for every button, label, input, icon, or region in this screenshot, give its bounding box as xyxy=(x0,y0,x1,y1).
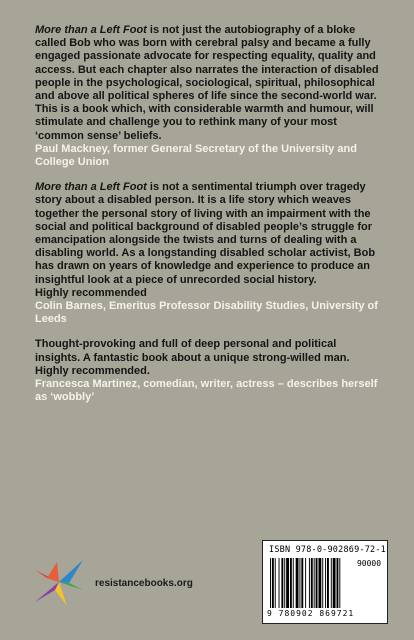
back-cover-text xyxy=(35,24,381,416)
barcode-stripe xyxy=(339,558,340,608)
barcode-bars xyxy=(269,558,381,608)
review-2 xyxy=(35,181,381,326)
review-2-attribution: Colin Barnes, Emeritus Professor Disability Studies, University of Leeds xyxy=(35,300,378,326)
star-logo-icon xyxy=(33,556,85,608)
barcode-stripe xyxy=(305,558,306,608)
barcode-stripe xyxy=(322,558,323,608)
barcode-stripe xyxy=(275,558,276,608)
review-1 xyxy=(35,24,381,169)
barcode-stripe xyxy=(325,558,326,608)
barcode-stripe xyxy=(316,558,318,608)
review-3 xyxy=(35,338,381,404)
barcode-stripe xyxy=(333,558,336,608)
barcode-stripe xyxy=(299,558,300,608)
barcode-stripe xyxy=(290,558,292,608)
barcode-stripe xyxy=(279,558,280,608)
barcode-stripe xyxy=(327,558,329,608)
review-2-recommendation: Highly recommended xyxy=(35,286,147,299)
barcode-stripe xyxy=(337,558,339,608)
price-code: 90000 xyxy=(356,559,381,568)
review-1-attribution: Paul Mackney, former General Secretary of the University and College Union xyxy=(35,142,357,169)
barcode-stripe xyxy=(331,558,332,608)
barcode-stripe xyxy=(301,558,303,608)
barcode-stripe xyxy=(281,558,283,608)
isbn-number: ISBN 978-0-902869-72-1 xyxy=(269,545,386,555)
review-2-text: More than a Left Foot is not a sentimental triumph over tragedy story about a disabled person. It is a life story which weaves together the personal story of living with an impairment with the social and political background of disabled people’s struggle for emancipation alongside the twists and turns of dealing with a disabling world. As a longstanding disabled scholar activist, Bob has drawn on years of knowledge and experience to produce an insightful look at a piece of unrecorded social history. xyxy=(35,181,376,286)
ean-number: 9 780902 869721 xyxy=(267,609,355,618)
publisher-website: resistancebooks.org xyxy=(95,578,193,589)
barcode-stripe xyxy=(293,558,294,608)
barcode-stripe xyxy=(286,558,289,608)
barcode-stripe xyxy=(311,558,313,608)
barcode xyxy=(262,540,388,624)
barcode-stripe xyxy=(296,558,299,608)
review-3-attribution: Francesca Martinez, comedian, writer, actress – describes herself as ‘wobbly’ xyxy=(35,378,378,404)
review-3-text: Thought-provoking and full of deep personal and political insights. A fantastic book about a unique strong-willed man. Highly recommended. xyxy=(35,338,350,377)
book-title: More than a Left Foot xyxy=(35,181,147,194)
book-title: More than a Left Foot xyxy=(35,24,147,36)
barcode-stripe xyxy=(314,558,315,608)
barcode-stripe xyxy=(318,558,321,608)
review-1-text: More than a Left Foot is not just the autobiography of a bloke called Bob who was born with cerebral palsy and became a fully engaged passionate advocate for respecting equality, quality and access. But each chapter also narrates the interaction of disabled people in the psychological, sociological, spiritual, philosophical and above all political spheres of life since the second-world war. This is a book which, with considerable warmth and humour, will stimulate and challenge you to rethink many of your most ‘common sense’ beliefs. xyxy=(35,24,379,142)
barcode-stripe xyxy=(284,558,285,608)
barcode-stripe xyxy=(309,558,310,608)
barcode-stripe xyxy=(272,558,274,608)
barcode-stripe xyxy=(270,558,271,608)
